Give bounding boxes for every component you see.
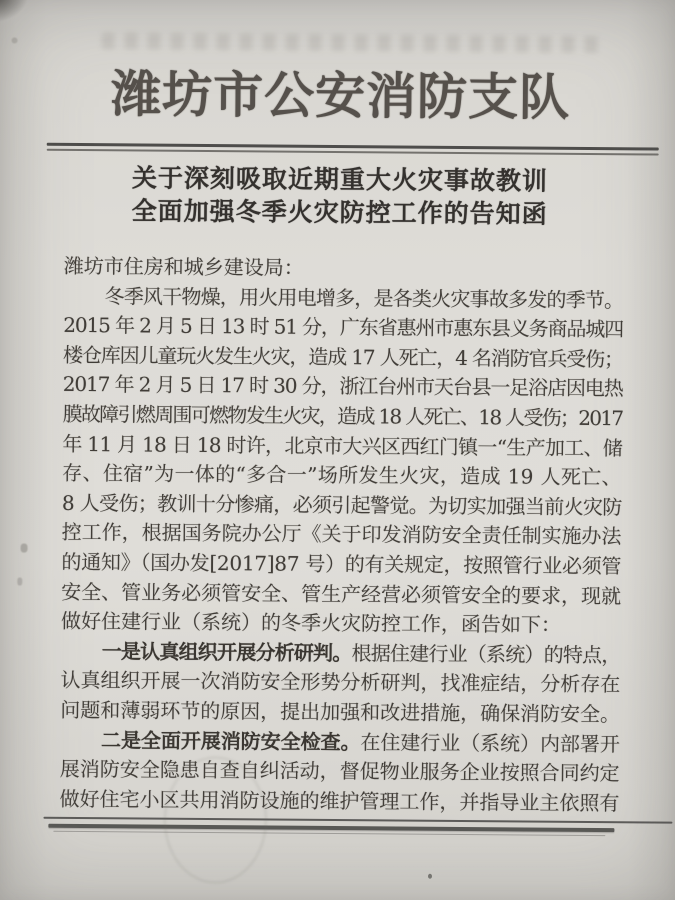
letterhead-text: 潍坊市公安消防支队 [110,64,571,127]
body-line: 8 人受伤；教训十分惨痛，必须引起警觉。为切实加强当前火灾防 [61,490,622,519]
letterhead-divider-rule [47,143,659,156]
body-line: 安全、管业务必须管安全、管生产经营必须管安全的要求，现就 [61,579,622,608]
body-line: 年 11 月 18 日 18 时许，北京市大兴区西红门镇一“生产加工、储 [62,431,623,460]
reverse-side-showthrough [101,32,601,53]
stain-ring [163,756,268,885]
body-line: 做好住建行业（系统）的冬季火灾防控工作，函告如下： [60,608,562,637]
margin-speck [21,544,28,553]
body-line: 控工作，根据国务院办公厅《关于印发消防安全责任制实施办法 [61,520,622,549]
document-body [59,252,623,819]
body-line: 认真组织开展一次消防安全形势分析研判，找准症结，分析存在 [60,668,621,697]
body-line: 潍坊市住房和城乡建设局： [63,253,304,280]
body-line: 展消防安全隐患自查自纠活动，督促物业服务企业按照合同约定 [59,756,620,786]
body-line: 一是认真组织开展分析研判。根据住建行业（系统）的特点， [101,640,621,667]
body-line: 问题和薄弱环节的原因，提出加强和改进措施，确保消防安全。 [60,697,621,727]
body-line: 膜故障引燃周围可燃物发生火灾，造成 18 人死亡、18 人受伤；2017 [62,401,623,431]
body-line: 2017 年 2 月 5 日 17 时 30 分，浙江台州市天台县一足浴店因电热 [62,372,623,401]
document-title [2,160,675,231]
body-line: 楼仓库因儿童玩火发生火灾，造成 17 人死亡，4 名消防官兵受伤； [62,342,623,372]
body-line: 存、住宿”为一体的“多合一”场所发生火灾，造成 19 人死亡、 [62,460,623,490]
body-line: 二是全面开展消防安全检查。在住建行业（系统）内部署开 [100,729,620,756]
corner-shadow [0,0,28,22]
margin-speck [12,37,18,43]
body-line: 冬季风干物燥，用火用电增多，是各类火灾事故多发的季节。 [104,283,624,312]
body-line: 2015 年 2 月 5 日 13 时 51 分，广东省惠州市惠东县义务商品城四 [63,313,624,342]
body-line: 的通知》（国办发[2017]87 号）的有关规定，按照管行业必须管 [61,549,622,579]
ink-dot [428,874,432,879]
title-line-1: 关于深刻吸取近期重大火灾事故教训 [131,163,549,196]
page-bottom-edge-line-3 [53,831,605,836]
title-line-2: 全面加强冬季火灾防控工作的告知函 [131,196,548,229]
margin-speck [17,577,22,585]
body-line: 做好住宅小区共用消防设施的维护管理工作，并指导业主依照有 [59,786,620,815]
